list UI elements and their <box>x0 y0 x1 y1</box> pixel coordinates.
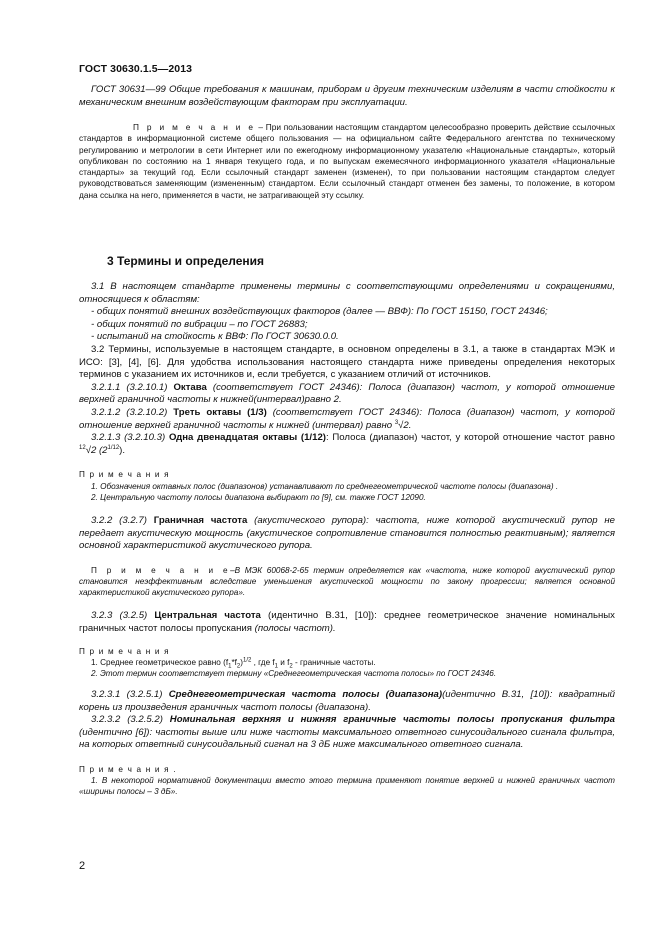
reference-item: ГОСТ 30631—99 Общие требования к машинам, приборам и другим техническим изделиям в части стойкости к механическим внешним воздействующим факторам при эксплуатации. <box>79 84 615 109</box>
section-body <box>79 281 615 798</box>
note-item-2: 2. Центральную частоту полосы диапазона выбирают по [9], см. также ГОСТ 12090. <box>91 492 426 502</box>
notes-label-2: П р и м е ч а н и я <box>79 646 170 656</box>
clause-3-2-1-3: 3.2.1.3 (3.2.10.3) Одна двенадцатая октавы (1/12): Полоса (диапазон) частот, у которой отношение частот равно $^{12}$√2 $(2^{1/12})$. <box>79 432 615 456</box>
note-text: – При пользовании настоящим стандартом целесообразно проверить действие ссылочных стандартов в информационной системе общего пользования — на официальном сайте Федерального агентства по техническому регулированию и метрологии в сети Интернет или по ежегодному информационному указателю «Национальные стандарты», который опубликован по состоянию на 1 января текущего года, и по выпускам ежемесячного информационного указателя «Национальные стандарты» за текущий год. Если ссылочный стандарт заменен (изменен), то при пользовании настоящим стандартом следует руководствоваться заменяющим (измененным) стандартом. Если ссылочный стандарт отменен без замены, то положение, в котором дана ссылка на него, применяется в части, не затрагивающей эту ссылку. <box>79 122 615 200</box>
clause-3-2-3-1: 3.2.3.1 (3.2.5.1) Среднегеометрическая частота полосы (диапазона)(идентично В.31, [10]): квадратный корень из произведения граничных частот полосы (диапазона). <box>79 689 615 713</box>
note-label: П р и м е ч а н и е <box>133 122 256 132</box>
clause-3-2-3: 3.2.3 (3.2.5) Центральная частота (идентично В.31, [10]): среднее геометрическое значение номинальных граничных частот полосы пропускания (полосы частот). <box>79 610 615 634</box>
clause-3-2-1-2: 3.2.1.2 (3.2.10.2) Треть октавы (1/3) (соответствует ГОСТ 24346): Полоса (диапазон) частот, у которой отношение верхней граничной частоты к нижней (интервал) равно $^3$√2. <box>79 406 615 431</box>
notes-label: П р и м е ч а н и я <box>79 470 170 480</box>
note-item-5: 1. В некоторой нормативной документации вместо этого термина применяют понятие верхней и нижней граничных частот «ширины полосы – 3 дБ». <box>79 776 615 797</box>
clause-3-2-1-1: 3.2.1.1 (3.2.10.1) Октава (соответствует ГОСТ 24346): Полоса (диапазон) частот, у которой отношение верхней граничной частоты к нижней(интервал)равно 2. <box>79 381 615 406</box>
note-3-2-2: П р и м е ч а н и е–В МЭК 60068-2-65 термин определяется как «частота, ниже которой акустический рупор становится неэффективным вследствие уменьшения акустической мощности по закону прогрессии; является основной характеристикой акустического рупора». <box>79 565 615 598</box>
clause-3-1: 3.1 В настоящем стандарте применены термины с соответствующими определениями и сокращениями, относящиеся к областям: <box>79 281 615 305</box>
note-item-3: 1. Среднее геометрическое равно $(f_1*f_2)^{1/2}$ , где $f_1$ и $f_2$ - граничные частоты. <box>91 656 376 670</box>
section-title: 3 Термины и определения <box>107 254 265 268</box>
note-item-1: 1. Обозначения октавных полос (диапазонов) устанавливают по среднегеометрической частоте полосы (диапазона) . <box>91 481 559 491</box>
page-number: 2 <box>79 860 86 872</box>
reference-note <box>79 122 615 201</box>
note-item-4: 2. Этот термин соответствует термину «Среднегеометрическая частота полосы» по ГОСТ 24346. <box>91 668 497 678</box>
clause-3-1-item-b: - общих понятий по вибрации – по ГОСТ 26883; <box>91 318 308 330</box>
clause-3-1-item-a: - общих понятий внешних воздействующих факторов (далее — ВВФ): По ГОСТ 15150, ГОСТ 24346; <box>91 306 548 318</box>
notes-label-3: П р и м е ч а н и я . <box>79 765 177 775</box>
clause-3-2-3-2: 3.2.3.2 (3.2.5.2) Номинальная верхняя и нижняя граничные частоты полосы пропускания фильтра (идентично [6]): частоты выше или ниже частоты максимального ответного синусоидального сигнала фильтра, на которых ответный синусоидальный сигнал на 3 дБ ниже максимального ответного сигнала. <box>79 714 615 751</box>
clause-3-1-item-c: - испытаний на стойкость к ВВФ: По ГОСТ 30630.0.0. <box>91 331 339 343</box>
clause-3-2: 3.2 Термины, используемые в настоящем стандарте, в основном определены в 3.1, а также в стандартах МЭК и ИСО: [3], [4], [6]. Для удобства использования настоящего стандарта ниже приведены определения некоторых терминов с указанием их источников и, если требуется, с указанием отличий от источников. <box>79 343 615 381</box>
page-header: ГОСТ 30630.1.5—2013 <box>79 63 193 75</box>
clause-3-2-2: 3.2.2 (3.2.7) Граничная частота (акустического рупора): частота, ниже которой акустический рупор не передает акустическую мощность (акустическое сопротивление становится полностью реактивным); является основной характеристикой акустического рупора. <box>79 514 615 552</box>
